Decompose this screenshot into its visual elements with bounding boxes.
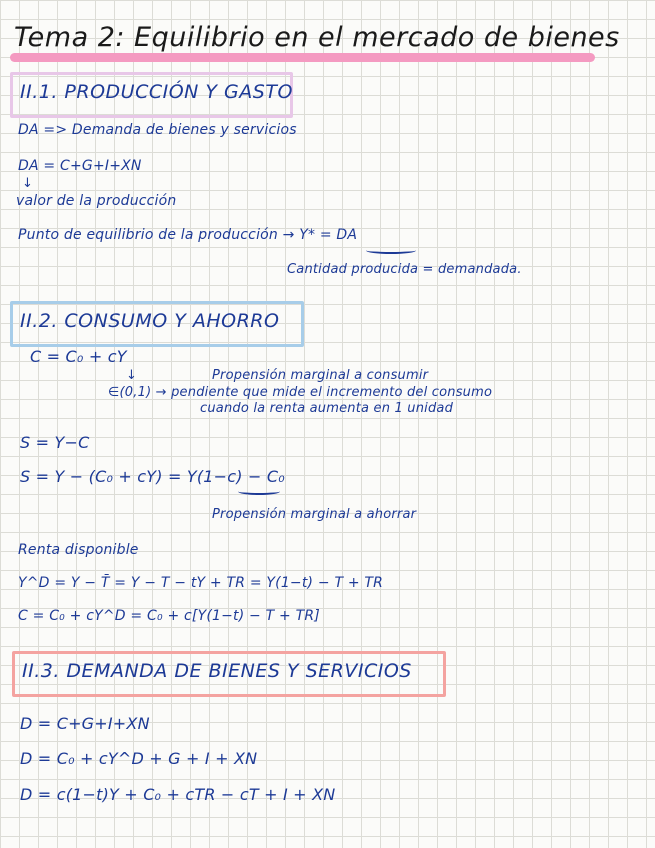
demand-eq-2: D = C₀ + cY^D + G + I + XN (20, 749, 258, 768)
disposable-income-eq: Y^D = Y − T̄ = Y − T − tY + TR = Y(1−t) − T + TR (18, 575, 384, 591)
mps-label: Propensión marginal a ahorrar (212, 507, 417, 522)
demand-eq-3: D = c(1−t)Y + C₀ + cTR − cT + I + XN (20, 785, 336, 804)
consumption-expanded: C = C₀ + cY^D = C₀ + c[Y(1−t) − T + TR] (18, 608, 320, 624)
mps-brace (238, 488, 280, 495)
section-1-line-1: DA => Demanda de bienes y servicios (18, 122, 297, 138)
section-1-arrow: ↓ (22, 176, 34, 191)
mpc-range-note: ∈(0,1) → pendiente que mide el incremento del consumo (108, 385, 493, 400)
mpc-note-cont: cuando la renta aumenta en 1 unidad (200, 401, 454, 416)
demand-eq-1: D = C+G+I+XN (20, 714, 150, 733)
consumption-arrow: ↓ (126, 368, 138, 383)
equilibrium-brace (366, 247, 416, 254)
savings-function: S = Y − (C₀ + cY) = Y(1−c) − C₀ (20, 467, 285, 486)
title-highlight (10, 53, 595, 62)
page-title: Tema 2: Equilibrio en el mercado de bienes (14, 22, 620, 53)
section-1-line-3: valor de la producción (16, 193, 177, 209)
mpc-label: Propensión marginal a consumir (212, 368, 429, 383)
consumption-function: C = C₀ + cY (30, 347, 127, 366)
section-1-line-2: DA = C+G+I+XN (18, 158, 142, 174)
section-1-line-4: Punto de equilibrio de la producción → Y* = DA (18, 227, 358, 243)
disposable-income-label: Renta disponible (18, 542, 139, 558)
section-3-heading: II.3. DEMANDA DE BIENES Y SERVICIOS (22, 660, 412, 682)
section-2-heading: II.2. CONSUMO Y AHORRO (20, 310, 280, 332)
savings-identity: S = Y−C (20, 433, 90, 452)
section-1-line-5: Cantidad producida = demandada. (287, 262, 522, 277)
section-1-heading: II.1. PRODUCCIÓN Y GASTO (20, 81, 293, 103)
